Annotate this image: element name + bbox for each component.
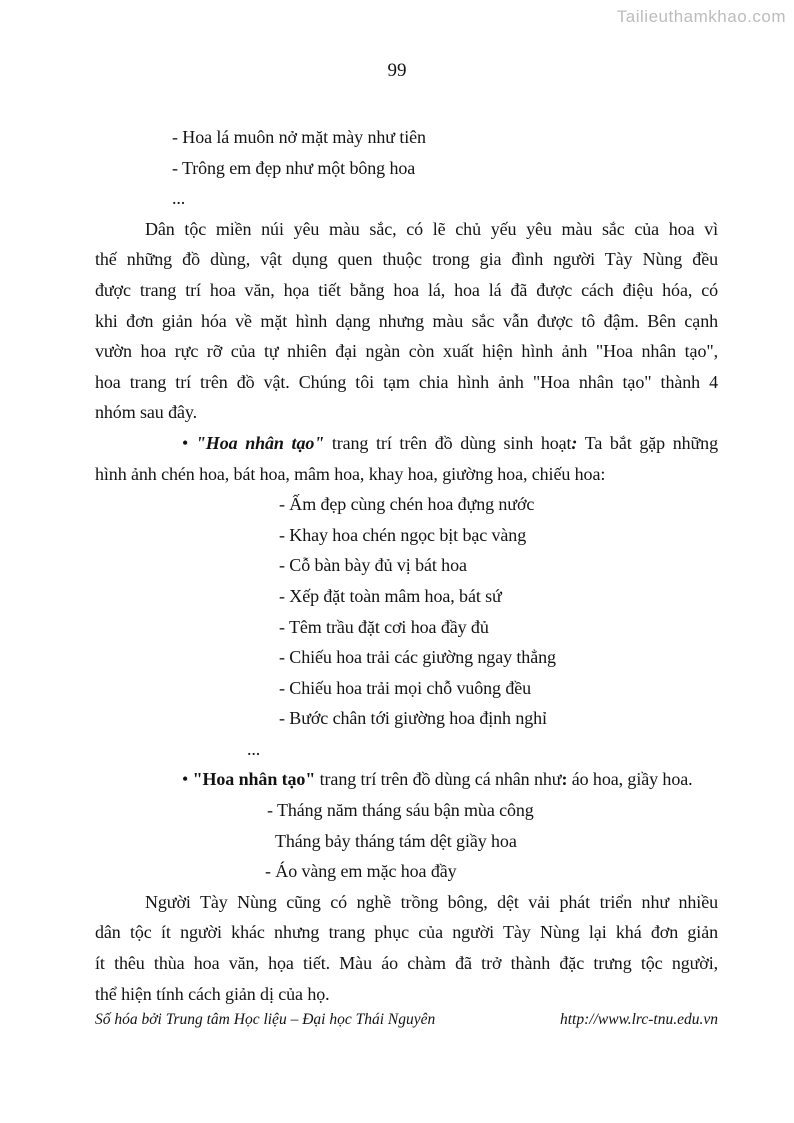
verse-line: - Cỗ bàn bày đủ vị bát hoa bbox=[279, 555, 467, 576]
page-number: 99 bbox=[387, 60, 407, 81]
verse-line: - Trông em đẹp như một bông hoa bbox=[172, 157, 416, 178]
footer-url: http://www.lrc-tnu.edu.vn bbox=[560, 1011, 718, 1028]
verse-line: - Têm trầu đặt cơi hoa đầy đủ bbox=[279, 616, 489, 637]
emphasized-text: : bbox=[561, 769, 568, 790]
verse-line: - Bước chân tới giường hoa định nghỉ bbox=[279, 708, 547, 729]
paragraph-line: vườn hoa rực rỡ của tự nhiên đại ngàn còn xuất hiện hình ảnh "Hoa nhân tạo", bbox=[95, 341, 718, 362]
ellipsis-line: ... bbox=[247, 738, 261, 759]
verse-line: - Áo vàng em mặc hoa đầy bbox=[265, 861, 457, 882]
emphasized-text: "Hoa nhân tạo" bbox=[195, 432, 325, 453]
verse-line: - Chiếu hoa trải các giường ngay thẳng bbox=[279, 647, 556, 668]
paragraph-line: khi đơn giản hóa về mặt hình dạng nhưng màu sắc vẫn được tô đậm. Bên cạnh bbox=[95, 310, 718, 331]
site-watermark: Tailieuthamkhao.com bbox=[616, 7, 786, 26]
verse-line: Tháng bảy tháng tám dệt giầy hoa bbox=[275, 830, 517, 851]
verse-line: - Xếp đặt toàn mâm hoa, bát sứ bbox=[279, 585, 502, 606]
document-body bbox=[95, 122, 718, 1009]
plain-text: áo hoa, giầy hoa. bbox=[567, 769, 693, 790]
verse-line: - Ấm đẹp cùng chén hoa đựng nước bbox=[279, 494, 535, 515]
emphasized-text: "Hoa nhân tạo" bbox=[192, 769, 316, 790]
verse-line: - Tháng năm tháng sáu bận mùa công bbox=[267, 800, 534, 821]
plain-text: Ta bắt gặp những bbox=[577, 432, 718, 453]
plain-text: • bbox=[182, 769, 193, 790]
verse-line: - Chiếu hoa trải mọi chỗ vuông đều bbox=[279, 677, 532, 698]
ellipsis-line: ... bbox=[172, 188, 186, 209]
paragraph-line: nhóm sau đây. bbox=[95, 402, 198, 423]
plain-text: trang trí trên đồ dùng cá nhân như bbox=[315, 769, 562, 790]
plain-text: • bbox=[182, 432, 196, 453]
bullet-line bbox=[95, 428, 718, 459]
paragraph-line: Người Tày Nùng cũng có nghề trồng bông, dệt vải phát triển như nhiều bbox=[145, 891, 718, 912]
paragraph-line: hoa trang trí trên đồ vật. Chúng tôi tạm chia hình ảnh "Hoa nhân tạo" thành 4 bbox=[95, 371, 718, 392]
paragraph-line: Dân tộc miền núi yêu màu sắc, có lẽ chủ yếu yêu màu sắc của hoa vì bbox=[145, 218, 718, 239]
verse-line: - Khay hoa chén ngọc bịt bạc vàng bbox=[279, 524, 527, 545]
paragraph-line: được trang trí hoa văn, họa tiết bằng hoa lá, hoa lá đã được cách điệu hóa, có bbox=[95, 279, 718, 300]
paragraph-line: dân tộc ít người khác nhưng trang phục của người Tày Nùng lại khá đơn giản bbox=[95, 922, 718, 943]
paragraph-line: hình ảnh chén hoa, bát hoa, mâm hoa, khay hoa, giường hoa, chiếu hoa: bbox=[95, 463, 606, 484]
verse-line: - Hoa lá muôn nở mặt mày như tiên bbox=[172, 127, 426, 147]
paragraph-line: ít thêu thùa hoa văn, họa tiết. Màu áo chàm đã trở thành đặc trưng tộc người, bbox=[95, 953, 718, 974]
bullet-line bbox=[95, 764, 718, 795]
footer-digitized-by: Số hóa bởi Trung tâm Học liệu – Đại học Thái Nguyên bbox=[95, 1011, 436, 1028]
paragraph-line: thế những đồ dùng, vật dụng quen thuộc trong gia đình người Tày Nùng đều bbox=[95, 249, 718, 270]
plain-text: trang trí trên đồ dùng sinh hoạt bbox=[324, 432, 572, 453]
emphasized-text: : bbox=[571, 432, 578, 453]
paragraph-line: thể hiện tính cách giản dị của họ. bbox=[95, 983, 330, 1004]
page-footer bbox=[95, 1011, 718, 1029]
